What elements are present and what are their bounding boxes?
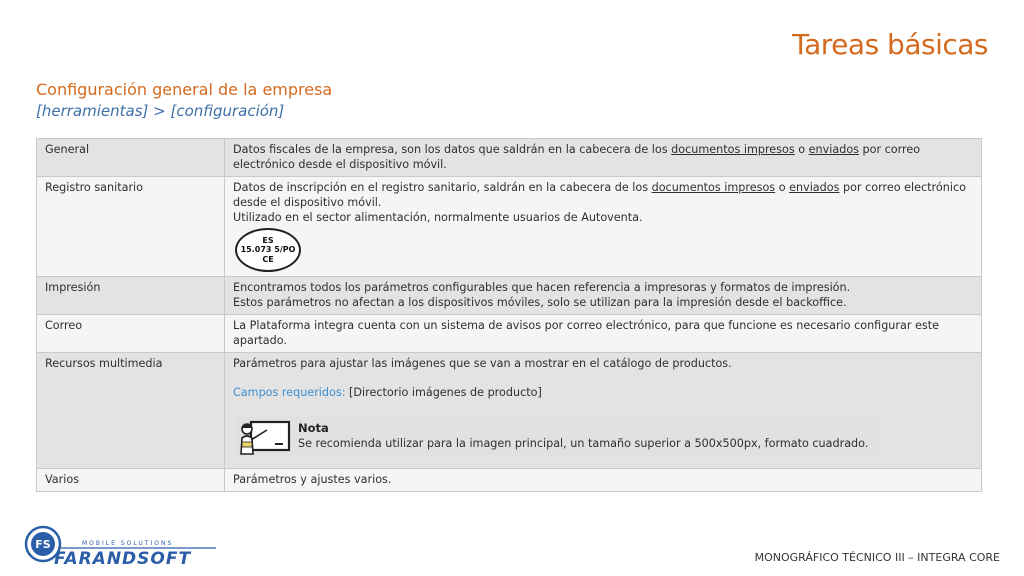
required-fields-value: [Directorio imágenes de producto] — [345, 386, 542, 399]
required-fields — [233, 385, 973, 400]
desc-text: Datos de inscripción en el registro sanitario, saldrán en la cabecera de los — [233, 181, 652, 194]
row-key: Recursos multimedia — [37, 353, 225, 469]
note-box — [235, 415, 879, 456]
desc-line: Parámetros para ajustar las imágenes que se van a mostrar en el catálogo de productos. — [233, 357, 732, 370]
row-key: Registro sanitario — [37, 177, 225, 277]
row-key: Varios — [37, 469, 225, 492]
logo-mark: FS — [35, 538, 51, 551]
printed-documents-link[interactable]: documentos impresos — [651, 181, 776, 194]
teacher-board-icon — [239, 418, 291, 456]
desc-extra: Utilizado en el sector alimentación, normalmente usuarios de Autoventa. — [233, 211, 643, 224]
logo-tagline: MOBILE SOLUTIONS — [82, 540, 174, 547]
table-row — [37, 177, 982, 277]
table-row — [37, 315, 982, 353]
table-row — [37, 353, 982, 469]
slide-title: Tareas básicas — [792, 28, 988, 61]
desc-line: Estos parámetros no afectan a los dispositivos móviles, solo se utilizan para la impresión desde el backoffice. — [233, 296, 847, 309]
desc-text: por correo electrónico desde el dispositivo móvil. — [233, 143, 921, 171]
note-text: Se recomienda utilizar para la imagen principal, un tamaño superior a 500x500px, formato cuadrado. — [298, 437, 869, 450]
footer-text: MONOGRÁFICO TÉCNICO III – INTEGRA CORE — [754, 551, 1000, 564]
sent-documents-link[interactable]: enviados — [808, 143, 859, 156]
desc-text: por correo electrónico desde el dispositivo móvil. — [233, 181, 966, 209]
row-key: Impresión — [37, 277, 225, 315]
table-row — [37, 139, 982, 177]
breadcrumb: [herramientas] > [configuración] — [36, 102, 285, 120]
config-table — [36, 138, 982, 492]
required-fields-label: Campos requeridos: — [233, 386, 346, 399]
row-description: La Plataforma integra cuenta con un sistema de avisos por correo electrónico, para que funcione es necesario configurar este apartado. — [225, 315, 982, 353]
farandsoft-logo — [24, 520, 219, 570]
row-description — [225, 277, 982, 315]
row-description: Parámetros y ajustes varios. — [225, 469, 982, 492]
seal-line: CE — [262, 254, 274, 264]
desc-text: o — [775, 181, 790, 194]
section-title: Configuración general de la empresa — [36, 80, 333, 99]
sent-documents-link[interactable]: enviados — [789, 181, 840, 194]
desc-text: Datos fiscales de la empresa, son los datos que saldrán en la cabecera de los — [233, 143, 672, 156]
desc-line: Encontramos todos los parámetros configurables que hacen referencia a impresoras y formatos de impresión. — [233, 281, 851, 294]
table-row — [37, 469, 982, 492]
logo-brand: FARANDSOFT — [54, 549, 192, 569]
table-row — [37, 277, 982, 315]
note-title: Nota — [298, 421, 329, 435]
row-description — [225, 177, 982, 277]
seal-line: 15.073 5/PO — [240, 245, 296, 255]
row-key: General — [37, 139, 225, 177]
row-description — [225, 353, 982, 469]
row-description — [225, 139, 982, 177]
row-key: Correo — [37, 315, 225, 353]
printed-documents-link[interactable]: documentos impresos — [671, 143, 795, 156]
health-registry-seal — [235, 228, 301, 272]
seal-line: ES — [262, 235, 274, 245]
desc-text: o — [794, 143, 809, 156]
